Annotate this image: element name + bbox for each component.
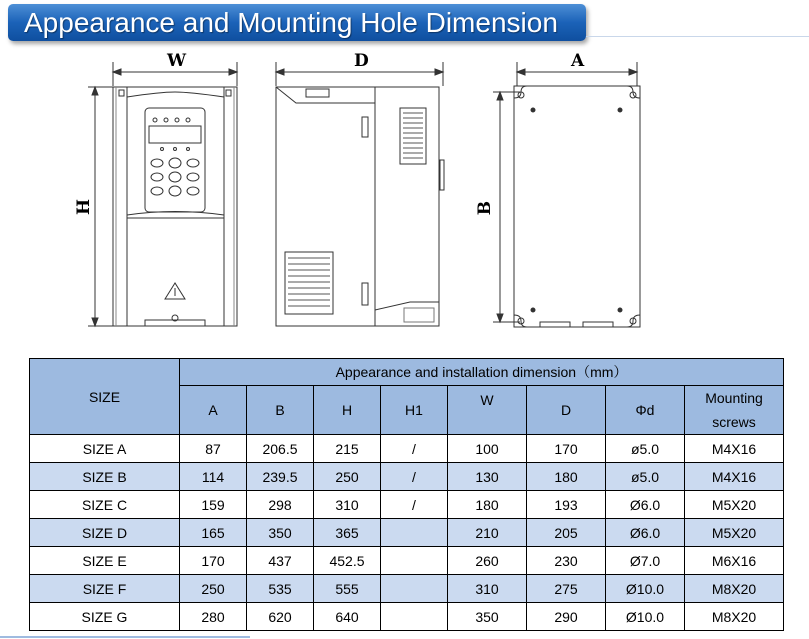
- table-cell: 130: [448, 463, 527, 491]
- dimension-table: [29, 358, 784, 631]
- table-cell: 437: [247, 547, 314, 575]
- table-cell: 620: [247, 603, 314, 631]
- table-cell: 205: [527, 519, 606, 547]
- table-cell: SIZE F: [30, 575, 180, 603]
- table-cell: [381, 603, 448, 631]
- table-cell: /: [381, 435, 448, 463]
- table-cell: 193: [527, 491, 606, 519]
- table-cell: 180: [448, 491, 527, 519]
- col-header-h: H: [314, 386, 381, 435]
- table-cell: 100: [448, 435, 527, 463]
- table-cell: 210: [448, 519, 527, 547]
- table-cell: 555: [314, 575, 381, 603]
- table-cell: 452.5: [314, 547, 381, 575]
- col-header-d: D: [527, 386, 606, 435]
- table-cell: 180: [527, 463, 606, 491]
- table-cell: 206.5: [247, 435, 314, 463]
- front-view-drawing: [88, 62, 237, 326]
- table-row: [30, 519, 784, 547]
- table-cell: M6X16: [685, 547, 784, 575]
- col-header-w-text: W: [480, 392, 494, 408]
- table-cell: 159: [180, 491, 247, 519]
- table-cell: 165: [180, 519, 247, 547]
- col-header-a: A: [180, 386, 247, 435]
- table-cell: 350: [448, 603, 527, 631]
- table-cell: 230: [527, 547, 606, 575]
- table-cell: /: [381, 463, 448, 491]
- bottom-divider: [0, 636, 250, 638]
- table-cell: Ø6.0: [606, 491, 685, 519]
- table-cell: 350: [247, 519, 314, 547]
- col-header-h1: H1: [381, 386, 448, 435]
- table-cell: M4X16: [685, 463, 784, 491]
- table-cell: [381, 547, 448, 575]
- table-cell: 290: [527, 603, 606, 631]
- table-cell: 87: [180, 435, 247, 463]
- size-header: SIZE: [30, 359, 180, 435]
- table-row: [30, 435, 784, 463]
- table-cell: 640: [314, 603, 381, 631]
- table-cell: 239.5: [247, 463, 314, 491]
- label-a: A: [571, 51, 585, 71]
- table-cell: 298: [247, 491, 314, 519]
- back-view-drawing: [493, 62, 640, 327]
- table-row: [30, 603, 784, 631]
- table-cell: [381, 519, 448, 547]
- table-row: [30, 491, 784, 519]
- table-cell: ø5.0: [606, 435, 685, 463]
- table-cell: Ø7.0: [606, 547, 685, 575]
- table-cell: 275: [527, 575, 606, 603]
- table-cell: M8X20: [685, 575, 784, 603]
- table-cell: SIZE E: [30, 547, 180, 575]
- table-cell: /: [381, 491, 448, 519]
- table-cell: SIZE D: [30, 519, 180, 547]
- table-cell: M5X20: [685, 519, 784, 547]
- table-cell: SIZE B: [30, 463, 180, 491]
- col-header-screws: Mounting screws: [685, 386, 784, 435]
- col-header-phid: Φd: [606, 386, 685, 435]
- table-cell: SIZE G: [30, 603, 180, 631]
- table-cell: M8X20: [685, 603, 784, 631]
- table-cell: M4X16: [685, 435, 784, 463]
- table-cell: 250: [314, 463, 381, 491]
- table-cell: M5X20: [685, 491, 784, 519]
- table-cell: 535: [247, 575, 314, 603]
- table-cell: 310: [314, 491, 381, 519]
- table-cell: Ø10.0: [606, 603, 685, 631]
- table-cell: 260: [448, 547, 527, 575]
- table-cell: SIZE C: [30, 491, 180, 519]
- table-cell: Ø10.0: [606, 575, 685, 603]
- page-title: Appearance and Mounting Hole Dimension: [24, 7, 558, 38]
- table-cell: 170: [527, 435, 606, 463]
- table-cell: 310: [448, 575, 527, 603]
- label-w: W: [167, 51, 187, 71]
- label-d: D: [354, 51, 369, 71]
- table-cell: SIZE A: [30, 435, 180, 463]
- side-view-drawing: [276, 62, 444, 326]
- table-cell: 215: [314, 435, 381, 463]
- table-row: [30, 463, 784, 491]
- label-h: H: [74, 198, 95, 216]
- table-cell: 170: [180, 547, 247, 575]
- col-header-b: B: [247, 386, 314, 435]
- col-header-w: [448, 386, 527, 435]
- table-cell: [381, 575, 448, 603]
- table-cell: 250: [180, 575, 247, 603]
- group-header: Appearance and installation dimension（mm）: [180, 359, 784, 386]
- table-cell: Ø6.0: [606, 519, 685, 547]
- table-row: [30, 547, 784, 575]
- table-cell: 365: [314, 519, 381, 547]
- table-cell: ø5.0: [606, 463, 685, 491]
- table-cell: 114: [180, 463, 247, 491]
- label-b: B: [475, 200, 496, 216]
- table-cell: 280: [180, 603, 247, 631]
- table-body: [30, 435, 784, 631]
- table-row: [30, 575, 784, 603]
